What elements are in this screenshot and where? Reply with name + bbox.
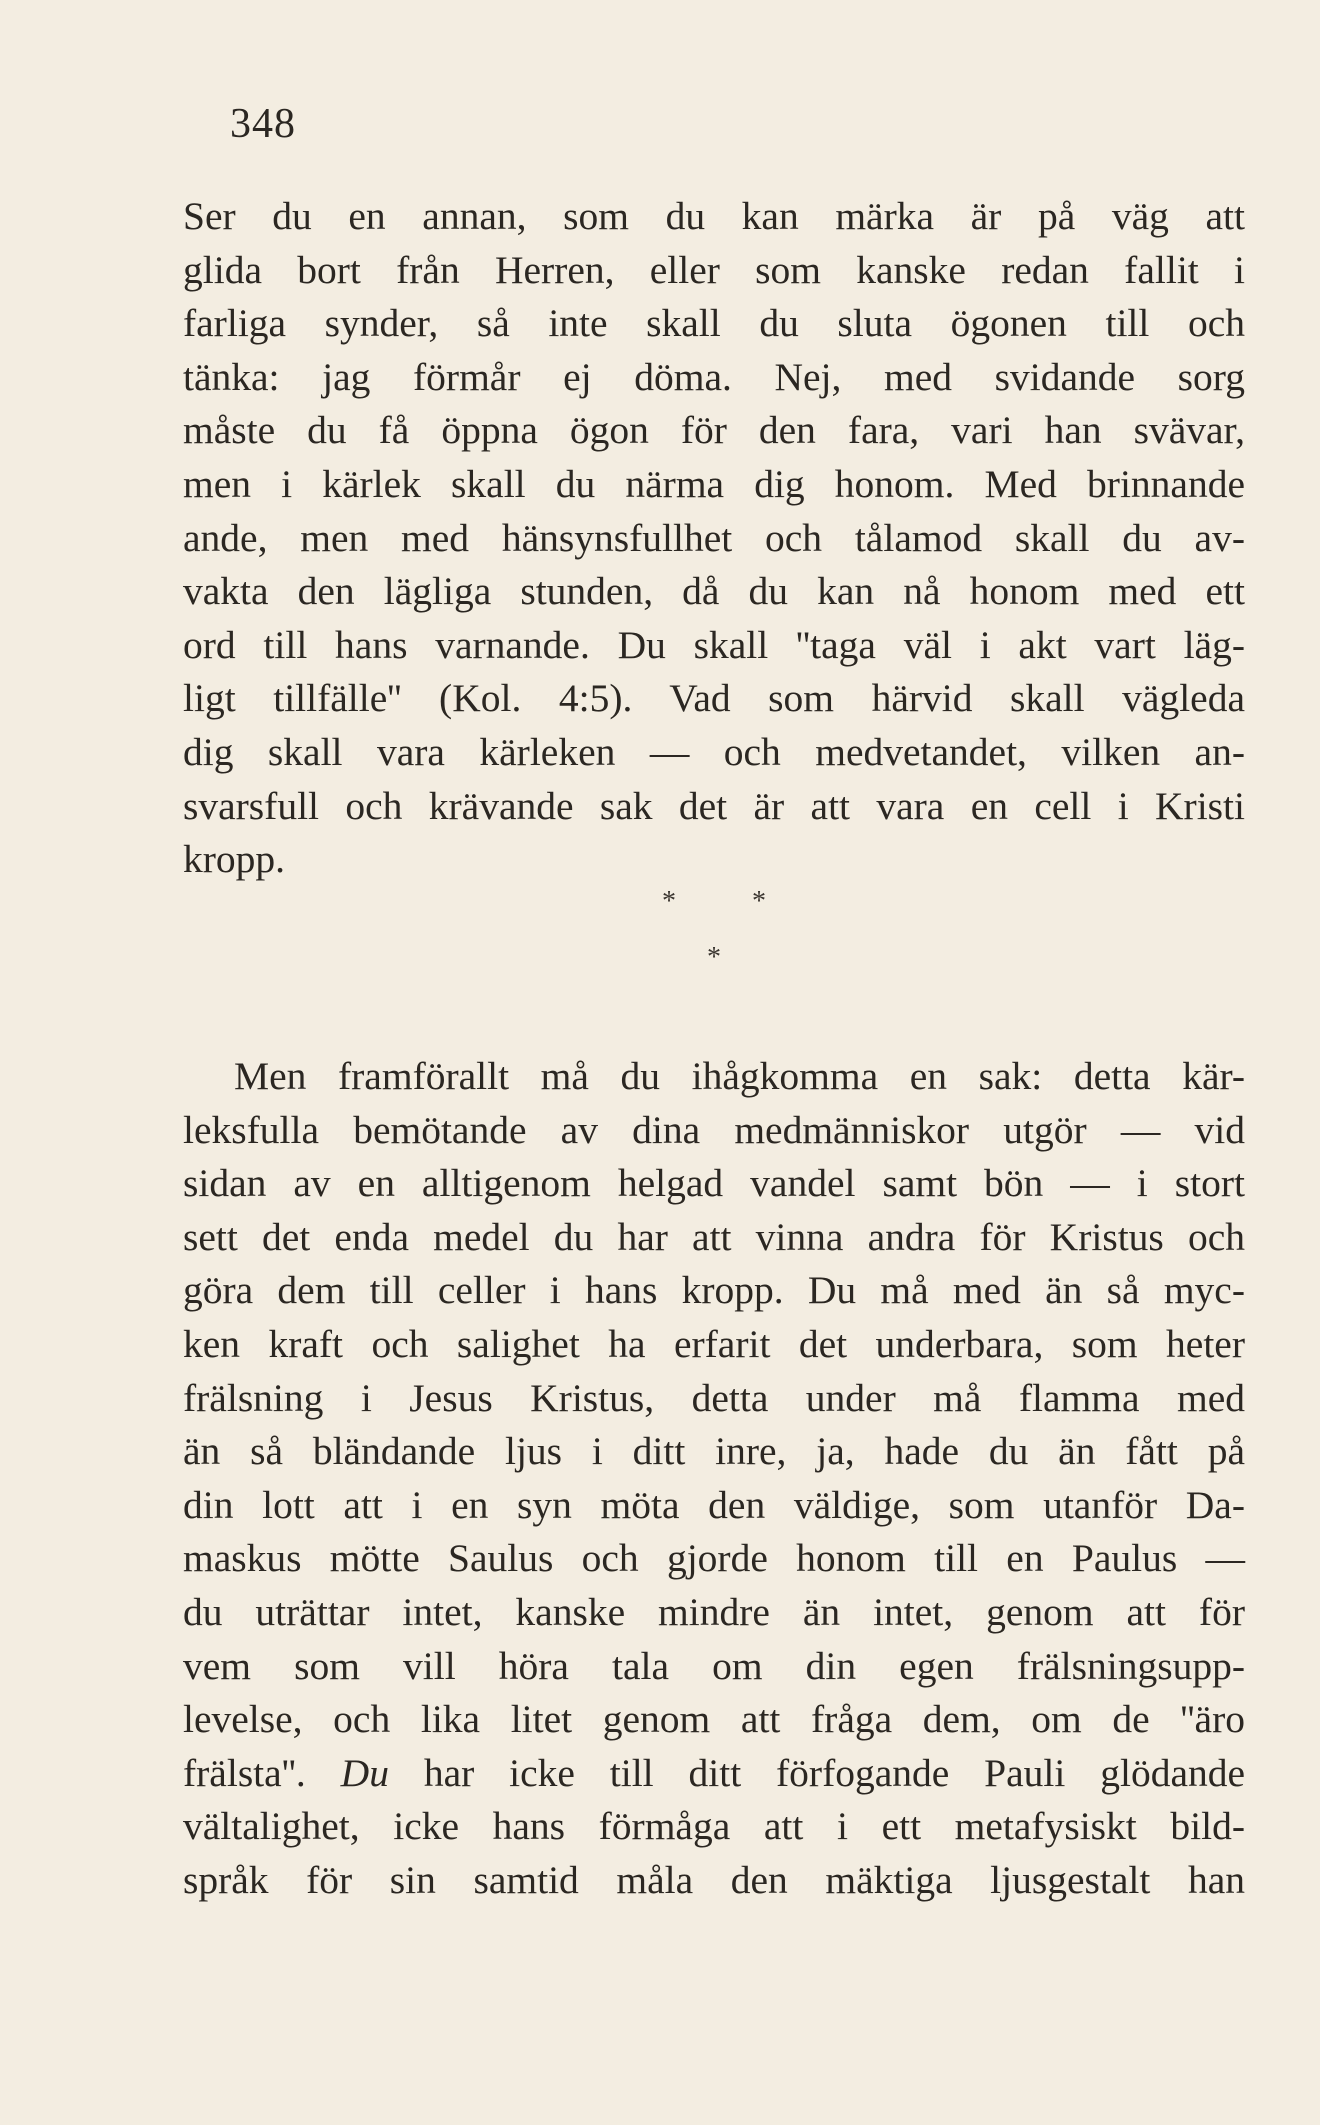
text-line: ande, men med hänsynsfullhet och tålamod skall du av-	[183, 515, 1245, 560]
text-line: språk för sin samtid måla den mäktiga ljusgestalt han	[183, 1857, 1245, 1902]
text-line: glida bort från Herren, eller som kanske redan fallit i	[183, 247, 1245, 292]
text-line: tänka: jag förmår ej döma. Nej, med svidande sorg	[183, 354, 1245, 399]
text-line: än så bländande ljus i ditt inre, ja, hade du än fått på	[183, 1429, 1245, 1474]
text-line: kropp.	[183, 837, 286, 882]
text-line: sidan av en alltigenom helgad vandel samt bön — i stort	[183, 1161, 1245, 1206]
paragraph-1	[183, 190, 1245, 887]
section-separator-top	[183, 888, 1245, 916]
text-line: göra dem till celler i hans kropp. Du må med än så myc-	[183, 1268, 1245, 1313]
text-line: leksfulla bemötande av dina medmänniskor utgör — vid	[183, 1107, 1245, 1152]
text-line: ligt tillfälle'' (Kol. 4:5). Vad som härvid skall vägleda	[183, 676, 1245, 721]
text-line: frälsning i Jesus Kristus, detta under må flamma med	[183, 1375, 1245, 1420]
text-line: sett det enda medel du har att vinna andra för Kristus och	[183, 1214, 1245, 1259]
paragraph-2	[183, 1050, 1245, 1908]
asterisk-glyph: *	[707, 942, 721, 973]
text-line: vem som vill höra tala om din egen frälsningsupp-	[183, 1643, 1245, 1688]
text-line: svarsfull och krävande sak det är att vara en cell i Kristi	[183, 783, 1245, 828]
text-line: du uträttar intet, kanske mindre än intet, genom att för	[183, 1589, 1245, 1634]
page-number: 348	[230, 101, 296, 147]
text-line: måste du få öppna ögon för den fara, vari han svävar,	[183, 408, 1245, 453]
text-line: levelse, och lika litet genom att fråga dem, om de ''äro	[183, 1697, 1245, 1742]
asterisk-glyph: *	[662, 886, 676, 917]
text-line: Ser du en annan, som du kan märka är på väg att	[183, 194, 1245, 238]
text-fragment: har icke till ditt förfogande Pauli glödande	[423, 1750, 1246, 1795]
text-line: ken kraft och salighet ha erfarit det underbara, som heter	[183, 1321, 1245, 1366]
text-fragment: frälsta''.	[183, 1750, 306, 1795]
text-line: farliga synder, så inte skall du sluta ögonen till och	[183, 301, 1245, 346]
asterisk-glyph: *	[752, 886, 766, 917]
text-line: men i kärlek skall du närma dig honom. Med brinnande	[183, 461, 1245, 506]
section-separator-bottom	[183, 944, 1245, 972]
text-line: dig skall vara kärleken — och medvetandet, vilken an-	[183, 729, 1245, 774]
text-line: ord till hans varnande. Du skall ''taga väl i akt vart läg-	[183, 622, 1245, 667]
emphasized-word: Du	[340, 1750, 389, 1795]
text-line: Men framförallt må du ihågkomma en sak: detta kär-	[234, 1054, 1245, 1098]
text-line: maskus mötte Saulus och gjorde honom till en Paulus —	[183, 1536, 1245, 1581]
text-line-with-emphasis	[183, 1747, 1245, 1801]
text-line: din lott att i en syn möta den väldige, som utanför Da-	[183, 1482, 1245, 1527]
text-line: vältalighet, icke hans förmåga att i ett metafysiskt bild-	[183, 1804, 1245, 1849]
text-line: vakta den lägliga stunden, då du kan nå honom med ett	[183, 569, 1245, 614]
